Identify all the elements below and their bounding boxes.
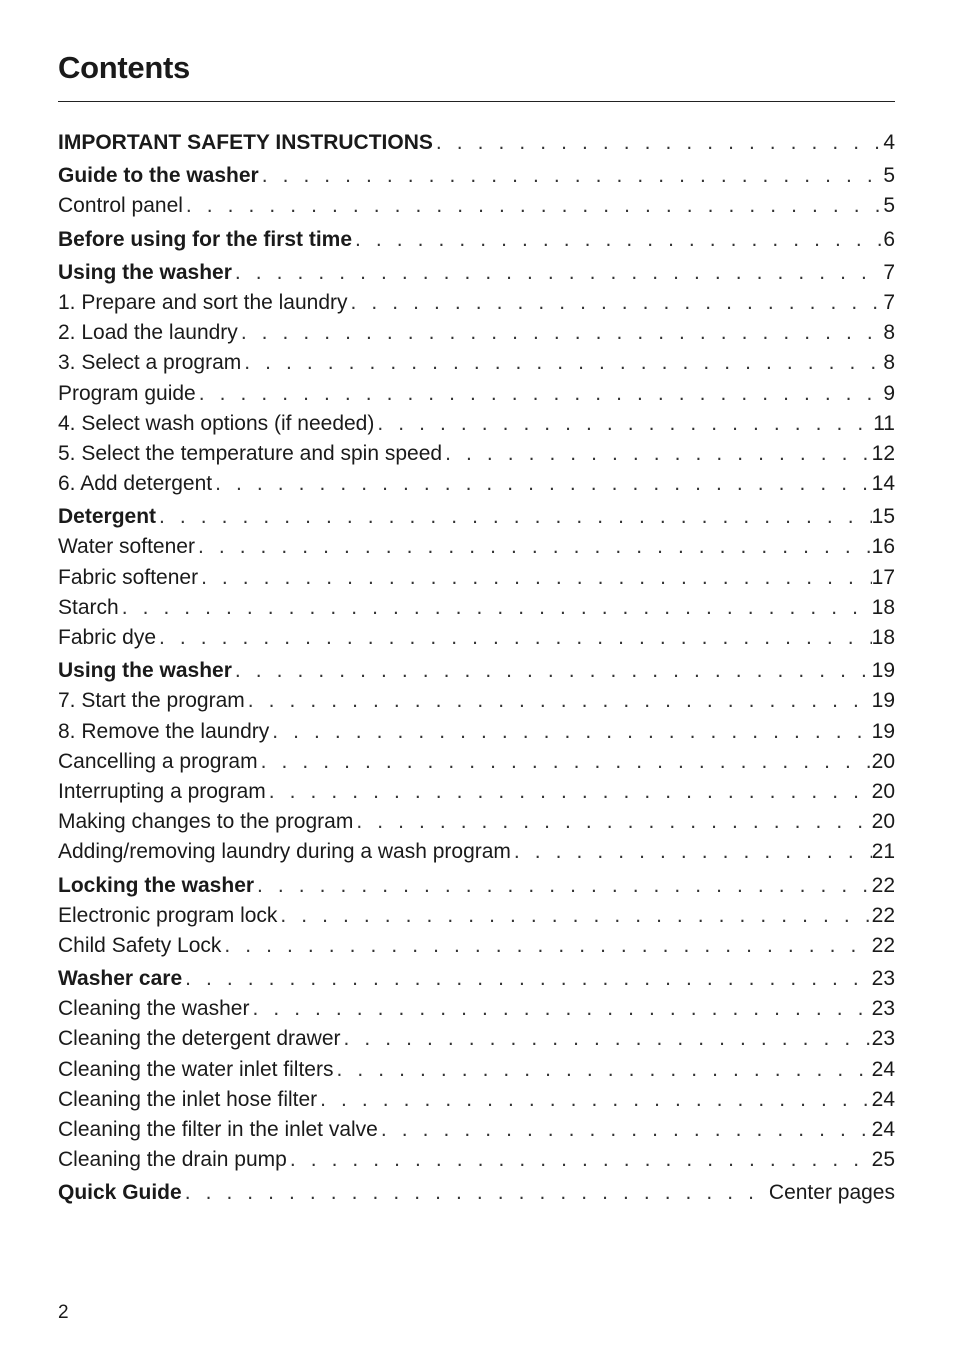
toc-entry-page: 7 [883,260,895,284]
toc-entry[interactable] [58,469,895,499]
dot-leader [269,717,871,747]
dot-leader [156,623,872,653]
toc-entry-page: 19 [871,659,895,683]
toc-entry-page: 8 [883,321,895,345]
dot-leader [182,961,872,997]
toc-entry-label: Cleaning the filter in the inlet valve [58,1118,378,1141]
toc-section-entry[interactable] [58,868,895,901]
toc-entry[interactable] [58,1024,895,1054]
toc-entry-page: 25 [871,1148,895,1172]
toc-entry-page: 22 [871,933,895,957]
toc-entry[interactable] [58,1055,895,1085]
toc-entry-page: 21 [871,840,895,864]
toc-entry-label: IMPORTANT SAFETY INSTRUCTIONS [58,131,433,154]
dot-leader [277,901,871,931]
toc-entry-page: 7 [883,290,895,314]
toc-entry-page: 20 [871,749,895,773]
dot-leader [348,288,884,318]
dot-leader [245,686,872,716]
table-of-contents [58,125,895,1209]
toc-section-entry[interactable] [58,255,895,288]
dot-leader [249,994,871,1024]
toc-entry-page: 20 [871,779,895,803]
toc-entry-label: Making changes to the program [58,810,354,834]
toc-entry-label: Fabric dye [58,626,157,649]
toc-section-entry[interactable] [58,158,895,191]
toc-entry-page: 18 [871,595,895,619]
toc-entry[interactable] [58,807,895,837]
toc-entry-label: 7. Start the program [58,689,245,713]
toc-entry-page: 23 [871,1027,895,1051]
toc-entry-label: Guide to the washer [58,164,259,188]
toc-entry-label: Washer care [58,967,183,991]
dot-leader [183,191,883,221]
dot-leader [433,125,883,161]
dot-leader [442,439,872,469]
toc-entry-label: 1. Prepare and sort the laundry [58,290,348,314]
toc-entry-label: Electronic program lock [58,903,278,927]
toc-entry-page: 6 [883,227,895,251]
toc-entry-page: 11 [873,411,895,435]
page-number: 2 [58,1302,69,1323]
dot-leader [352,222,883,258]
toc-entry[interactable] [58,777,895,807]
toc-entry-label: Adding/removing laundry during a wash program [58,840,511,864]
toc-entry[interactable] [58,409,895,439]
toc-entry-label: 5. Select the temperature and spin speed [58,441,443,465]
toc-entry-label: Water softener [58,535,195,559]
toc-entry-page: 24 [871,1087,895,1111]
toc-entry-page: 16 [871,535,895,559]
toc-entry-page: 12 [871,441,895,465]
toc-entry-label: Quick Guide [58,1181,182,1205]
toc-entry-label: 8. Remove the laundry [58,719,270,743]
toc-section-entry[interactable] [58,653,895,686]
toc-entry[interactable] [58,901,895,931]
toc-section-entry[interactable] [58,961,895,994]
toc-entry-label: 3. Select a program [58,351,242,375]
toc-entry-page: 24 [871,1118,895,1141]
toc-entry[interactable] [58,717,895,747]
dot-leader [238,318,884,348]
toc-entry-label: Using the washer [58,659,232,683]
toc-entry-label: 6. Add detergent [58,472,213,496]
toc-entry-page: 9 [883,381,895,405]
toc-entry-label: Interrupting a program [58,779,266,803]
toc-entry-page: 4 [883,131,895,154]
dot-leader [259,158,884,194]
dot-leader [341,1024,872,1054]
dot-leader [266,777,872,807]
toc-entry-label: Detergent [58,505,157,529]
toc-entry-label: Cleaning the washer [58,997,250,1021]
toc-entry[interactable] [58,747,895,777]
toc-entry-label: Using the washer [58,260,232,284]
dot-leader [119,593,872,623]
toc-entry[interactable] [58,994,895,1024]
toc-entry[interactable] [58,1085,895,1115]
dot-leader [241,348,883,378]
toc-entry-label: Child Safety Lock [58,933,222,957]
toc-entry[interactable] [58,686,895,716]
toc-entry-label: 2. Load the laundry [58,321,238,345]
toc-entry-label: Fabric softener [58,565,199,589]
dot-leader [258,747,872,777]
toc-entry-page: 14 [871,472,895,496]
dot-leader [378,1115,872,1145]
toc-entry[interactable] [58,532,895,562]
toc-section-entry[interactable] [58,222,895,255]
toc-entry-label: Cleaning the detergent drawer [58,1027,341,1051]
dot-leader [182,1175,769,1211]
dot-leader [374,409,873,439]
dot-leader [254,868,872,904]
toc-entry-page: 17 [871,565,895,589]
toc-entry-label: Control panel [58,194,183,218]
toc-entry-label: Before using for the first time [58,227,353,251]
toc-entry-page: 5 [883,164,895,188]
toc-section-entry[interactable] [58,499,895,532]
toc-entry[interactable] [58,1145,895,1175]
toc-entry-page: 22 [871,903,895,927]
title-divider [58,101,895,102]
dot-leader [287,1145,872,1175]
toc-entry-label: Locking the washer [58,873,255,897]
toc-entry-page: 24 [871,1057,895,1081]
toc-entry-label: Cancelling a program [58,749,258,773]
toc-entry-page: Center pages [768,1181,895,1205]
toc-entry-page: 20 [871,810,895,834]
toc-entry-page: 19 [871,719,895,743]
dot-leader [353,807,871,837]
toc-entry-label: Cleaning the drain pump [58,1148,287,1172]
toc-entry-page: 5 [883,194,895,218]
toc-entry[interactable] [58,837,895,867]
toc-entry-page: 18 [871,626,895,649]
toc-entry-page: 8 [883,351,895,375]
toc-entry-page: 15 [871,505,895,529]
dot-leader [156,499,872,535]
toc-entry-page: 19 [871,689,895,713]
toc-section-entry[interactable] [58,1175,895,1208]
toc-entry[interactable] [58,563,895,593]
toc-entry-label: Program guide [58,381,196,405]
toc-entry-label: 4. Select wash options (if needed) [58,411,375,435]
dot-leader [212,469,872,499]
toc-entry[interactable] [58,288,895,318]
dot-leader [195,532,872,562]
toc-entry-label: Starch [58,595,119,619]
toc-entry[interactable] [58,439,895,469]
toc-entry-page: 23 [871,997,895,1021]
dot-leader [511,837,872,867]
toc-entry[interactable] [58,191,895,221]
toc-entry[interactable] [58,318,895,348]
toc-entry-label: Cleaning the water inlet filters [58,1057,334,1081]
page-title: Contents [58,50,190,85]
toc-section-entry[interactable] [58,125,895,158]
toc-entry-page: 22 [871,873,895,897]
toc-entry[interactable] [58,379,895,409]
dot-leader [198,563,872,593]
toc-entry[interactable] [58,1115,895,1145]
dot-leader [232,255,883,291]
dot-leader [317,1085,871,1115]
toc-entry[interactable] [58,931,895,961]
dot-leader [196,379,884,409]
toc-entry[interactable] [58,623,895,653]
dot-leader [232,653,872,689]
dot-leader [221,931,871,961]
toc-entry[interactable] [58,348,895,378]
dot-leader [333,1055,871,1085]
toc-entry-label: Cleaning the inlet hose filter [58,1087,318,1111]
toc-entry[interactable] [58,593,895,623]
toc-entry-page: 23 [871,967,895,991]
